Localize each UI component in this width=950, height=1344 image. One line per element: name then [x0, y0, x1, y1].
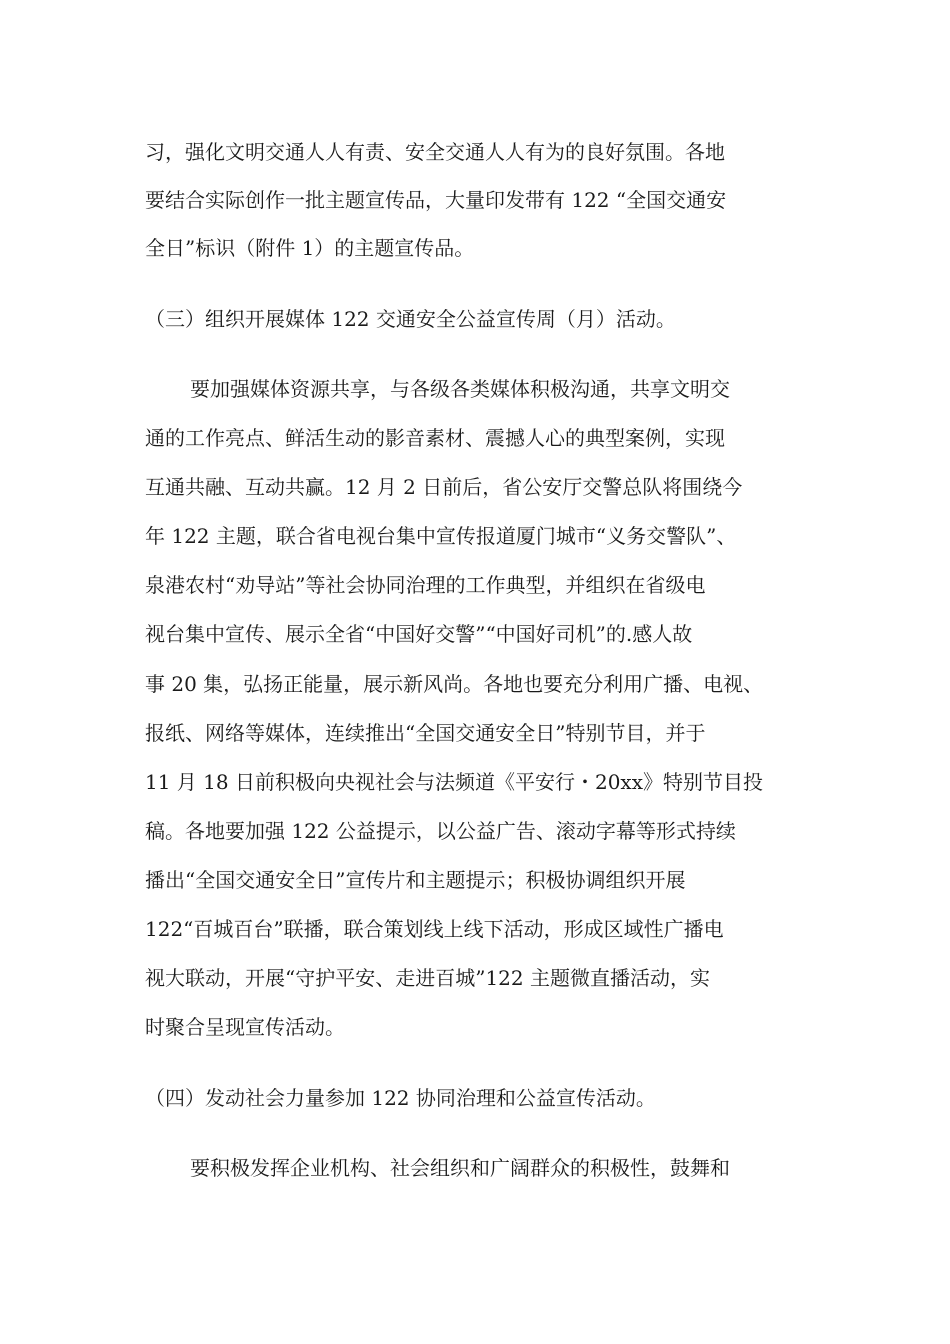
paragraph-line: 要积极发挥企业机构、社会组织和广阔群众的积极性，鼓舞和 [190, 1156, 730, 1180]
paragraph-line: 通的工作亮点、鲜活生动的影音素材、震撼人心的典型案例，实现 [145, 426, 725, 450]
paragraph-line: 全日”标识（附件 1）的主题宣传品。 [145, 236, 475, 260]
paragraph-line: 时聚合呈现宣传活动。 [145, 1015, 345, 1039]
paragraph-line: 事 20 集，弘扬正能量，展示新风尚。各地也要充分利用广播、电视、 [145, 672, 764, 696]
paragraph-line: 报纸、网络等媒体，连续推出“全国交通安全日”特别节目，并于 [145, 721, 706, 745]
paragraph-line: 泉港农村“劝导站”等社会协同治理的工作典型，并组织在省级电 [145, 573, 706, 597]
paragraph-line: 稿。各地要加强 122 公益提示，以公益广告、滚动字幕等形式持续 [145, 819, 736, 843]
paragraph-line: 年 122 主题，联合省电视台集中宣传报道厦门城市“义务交警队”、 [145, 524, 737, 548]
paragraph-line: 习，强化文明交通人人有责、安全交通人人有为的良好氛围。各地 [145, 140, 725, 164]
section-heading-4: （四）发动社会力量参加 122 协同治理和公益宣传活动。 [145, 1086, 656, 1110]
paragraph-line: 122“百城百台”联播，联合策划线上线下活动，形成区域性广播电 [145, 917, 724, 941]
paragraph-line: 互通共融、互动共赢。12 月 2 日前后，省公安厅交警总队将围绕今 [145, 475, 743, 499]
paragraph-line: 11 月 18 日前积极向央视社会与法频道《平安行・20xx》特别节目投 [145, 770, 763, 794]
paragraph-line: 要结合实际创作一批主题宣传品，大量印发带有 122 “全国交通安 [145, 188, 727, 212]
section-heading-3: （三）组织开展媒体 122 交通安全公益宣传周（月）活动。 [145, 307, 676, 331]
paragraph-line: 视台集中宣传、展示全省“中国好交警”“中国好司机”的.感人故 [145, 622, 693, 646]
paragraph-line: 播出“全国交通安全日”宣传片和主题提示；积极协调组织开展 [145, 868, 686, 892]
paragraph-line: 要加强媒体资源共享，与各级各类媒体积极沟通，共享文明交 [190, 377, 730, 401]
paragraph-line: 视大联动，开展“守护平安、走进百城”122 主题微直播活动，实 [145, 966, 710, 990]
